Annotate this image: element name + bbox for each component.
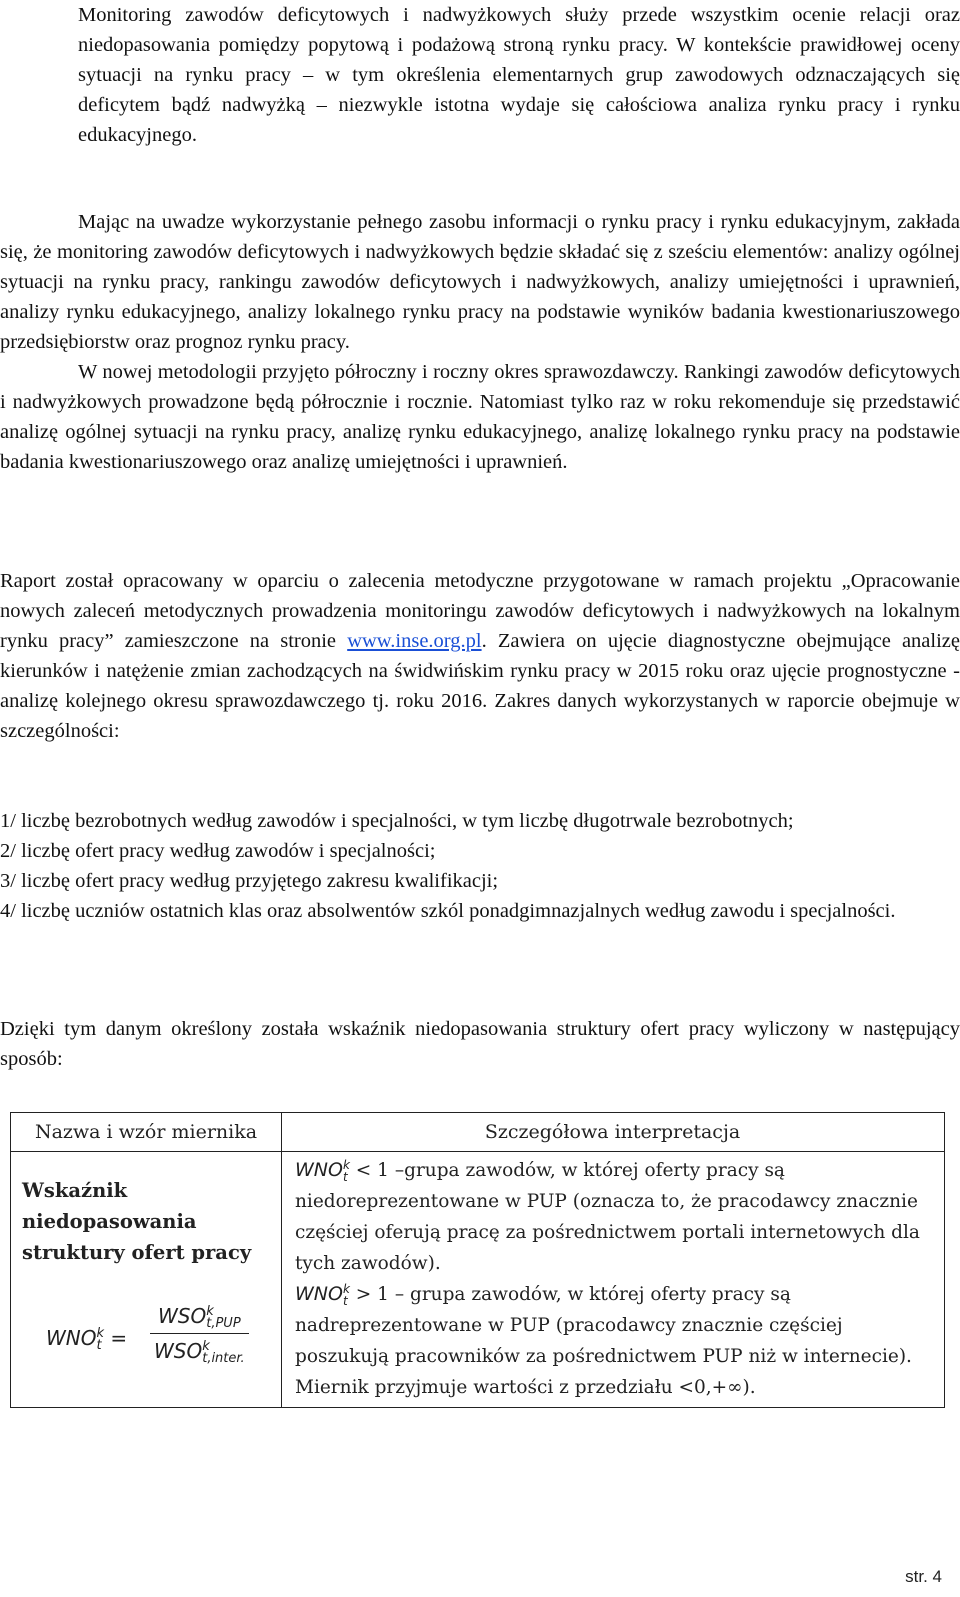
formula-sup: k <box>202 1338 210 1354</box>
table-column-divider <box>281 1113 282 1407</box>
list-item: 2/ liczbę ofert pracy według zawodów i specjalności; <box>0 840 436 862</box>
symbol-indices <box>343 1159 350 1183</box>
formula-fraction <box>150 1301 249 1366</box>
symbol-sub: t <box>342 1169 348 1184</box>
interpretation-text: –grupa zawodów, w której oferty pracy są niedoreprezentowane w PUP (oznacza to, że pracodawcy znacznie częściej oferują pracę za pośrednictwem portali internetowych dla tych zawodów). <box>295 1160 920 1274</box>
list-item: 4/ liczbę uczniów ostatnich klas oraz absolwentów szkól ponadgimnazjalnych według zawodu i specjalności. <box>0 900 896 922</box>
paragraph-report-text-after: . Zawiera on ujęcie diagnostyczne obejmujące analizę kierunków i natężenie zmian zachodzących na świdwińskim rynku pracy w 2015 roku oraz ujęcie prognostyczne - analizę kolejnego okresu sprawozdawczego tj. roku 2016. Zakres danych wykorzystanych w raporcie obejmuje w szczególności: <box>0 630 960 742</box>
interpretation-symbol <box>295 1157 350 1184</box>
formula-denominator <box>150 1336 249 1366</box>
indicator-formula <box>46 1301 276 1371</box>
interpretation-text: – grupa zawodów, w której oferty pracy są nadreprezentowane w PUP (pracodawcy znacznie częściej poszukują pracowników za pośrednictwem PUP niż w internecie). <box>295 1284 912 1367</box>
indicator-name-line: struktury ofert pracy <box>22 1241 252 1264</box>
formula-sub: t <box>96 1337 102 1353</box>
paragraph-reporting-period: W nowej metodologii przyjęto półroczny i roczny okres sprawozdawczy. Rankingi zawodów deficytowych i nadwyżkowych prowadzone będą półrocznie i rocznie. Natomiast tylko raz w roku rekomenduje się przedstawić analizę ogólnej sytuacji na rynku pracy, analizę rynku edukacyjnego, analizę lokalnego rynku pracy na podstawie badania kwestionariuszowego oraz analizę umiejętności i uprawnień. <box>0 361 960 473</box>
interpretation-range: Miernik przyjmuje wartości z przedziału <0,+∞). <box>295 1377 756 1398</box>
formula-num-indices <box>206 1303 241 1331</box>
indicator-name <box>22 1175 272 1268</box>
indicator-name-line: niedopasowania <box>22 1210 197 1233</box>
formula-sup: k <box>96 1325 105 1341</box>
indicator-name-line: Wskaźnik <box>22 1179 128 1202</box>
list-item: 1/ liczbę bezrobotnych według zawodów i specjalności, w tym liczbę długotrwale bezrobotnych; <box>0 810 794 832</box>
formula-sub: t,PUP <box>206 1315 241 1331</box>
formula-symbol: WSO <box>158 1304 207 1328</box>
paragraph-monitoring: Monitoring zawodów deficytowych i nadwyżkowych służy przede wszystkim ocenie relacji oraz niedopasowania pomiędzy popytową i podażową stroną rynku pracy. W kontekście prawidłowej oceny sytuacji na rynku pracy – w tym określenia elementarnych grup zawodowych odznaczających się deficytem bądź nadwyżką – niezwykle istotna wydaje się całościowa analiza rynku pracy i rynku edukacyjnego. <box>78 4 960 146</box>
paragraph-group-methodology <box>0 207 960 477</box>
formula-numerator <box>150 1301 249 1331</box>
formula-lhs <box>46 1323 127 1353</box>
symbol-text: WNO <box>295 1283 343 1305</box>
indicator-table <box>10 1112 945 1408</box>
paragraph-report <box>0 566 960 746</box>
inse-website-link[interactable]: www.inse.org.pl <box>347 630 482 652</box>
symbol-sub: t <box>342 1293 348 1308</box>
interpretation-below-one <box>295 1155 935 1279</box>
formula-sup: k <box>206 1303 214 1319</box>
symbol-text: WNO <box>295 1159 343 1181</box>
formula-equals: = <box>110 1326 128 1350</box>
fraction-bar <box>150 1333 249 1334</box>
indicator-interpretation <box>295 1155 935 1403</box>
page-number: str. 4 <box>905 1567 942 1586</box>
table-header-name: Nazwa i wzór miernika <box>34 1121 258 1143</box>
formula-sub: t,inter. <box>202 1350 245 1366</box>
table-header-interpretation: Szczegółowa interpretacja <box>484 1121 741 1143</box>
paragraph-elements: Mając na uwadze wykorzystanie pełnego zasobu informacji o rynku pracy i rynku edukacyjnym, zakłada się, że monitoring zawodów deficytowych i nadwyżkowych będzie składać się z sześciu elementów: analizy ogólnej sytuacji na rynku pracy, rankingu zawodów deficytowych i nadwyżkowych, analizy umiejętności i uprawnień, analizy rynku edukacyjnego, analizy lokalnego rynku pracy na podstawie wyników badania kwestionariuszowego przedsiębiorstw oraz prognoz rynku pracy. <box>0 211 960 353</box>
formula-symbol: WNO <box>46 1326 97 1350</box>
interpretation-symbol <box>295 1281 350 1308</box>
interpretation-operator: > 1 <box>349 1284 389 1305</box>
data-scope-list <box>0 806 940 926</box>
list-item: 3/ liczbę ofert pracy według przyjętego zakresu kwalifikacji; <box>0 870 499 892</box>
formula-den-indices <box>202 1338 245 1366</box>
formula-symbol: WSO <box>154 1339 203 1363</box>
paragraph-indicator-intro: Dzięki tym danym określony została wskaźnik niedopasowania struktury ofert pracy wyliczony w następujący sposób: <box>0 1018 960 1070</box>
symbol-indices <box>343 1283 350 1307</box>
interpretation-operator: < 1 <box>349 1160 389 1181</box>
symbol-sup: k <box>342 1281 350 1296</box>
table-header-divider <box>11 1151 944 1152</box>
formula-lhs-indices <box>96 1325 105 1353</box>
interpretation-above-one <box>295 1279 935 1372</box>
symbol-sup: k <box>342 1157 350 1172</box>
paragraph-report-text-before: Raport został opracowany w oparciu o zalecenia metodyczne przygotowane w ramach projektu „Opracowanie nowych zaleceń metodycznych prowadzenia monitoringu zawodów deficytowych i nadwyżkowych na lokalnym rynku pracy” zamieszczone na stronie <box>0 570 960 652</box>
